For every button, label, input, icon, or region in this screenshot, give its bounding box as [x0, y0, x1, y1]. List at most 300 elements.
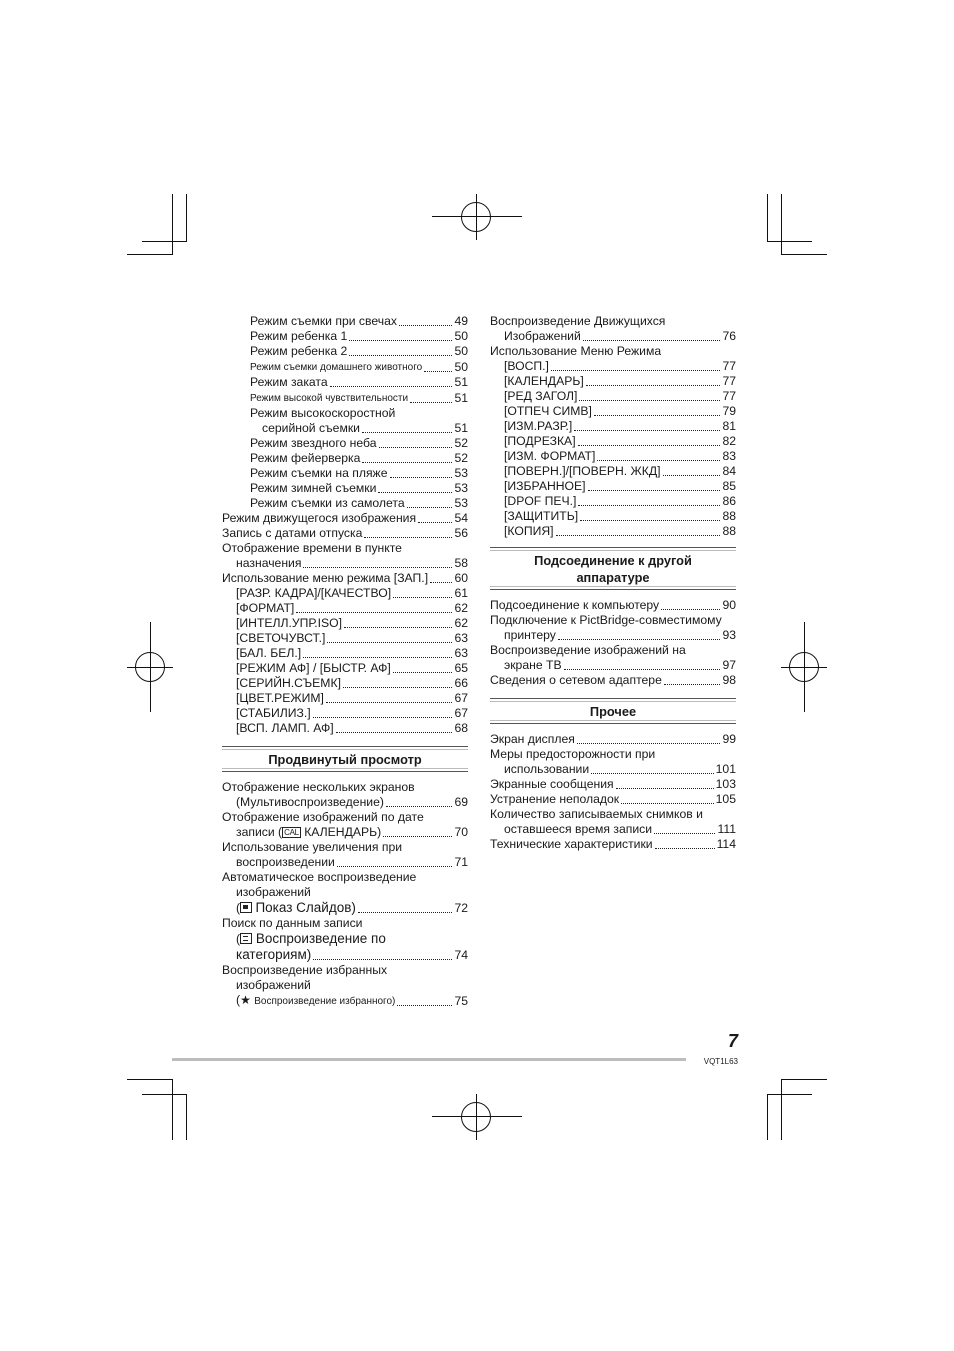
toc-entry — [222, 496, 468, 511]
toc-entry — [222, 706, 468, 721]
toc-entry-row — [490, 777, 736, 792]
toc-entry-title — [504, 329, 581, 344]
dot-leader — [586, 385, 721, 386]
dot-leader — [621, 803, 714, 804]
page-ref: 53 — [454, 466, 468, 480]
toc-entry-row — [490, 479, 736, 494]
dot-leader — [390, 477, 453, 478]
toc-entry-row — [222, 616, 468, 631]
toc-entry-row — [490, 419, 736, 434]
page-ref: 63 — [454, 631, 468, 645]
section-header-connection — [490, 547, 736, 590]
toc-list-right-mid — [490, 598, 736, 688]
toc-entry-title — [236, 556, 301, 571]
page-ref: 50 — [454, 344, 468, 358]
dot-leader — [556, 535, 721, 536]
page-ref: 67 — [454, 706, 468, 720]
toc-entry-title — [250, 481, 376, 496]
toc-entry-title — [504, 464, 661, 479]
page-ref: 62 — [454, 601, 468, 615]
toc-entry-row — [490, 359, 736, 374]
toc-entry — [490, 374, 736, 389]
page-ref: 60 — [454, 571, 468, 585]
toc-entry — [490, 404, 736, 419]
dot-leader — [349, 355, 452, 356]
toc-entry-title — [250, 359, 422, 375]
page-ref: 99 — [722, 732, 736, 746]
toc-entry — [490, 479, 736, 494]
document-code: VQT1L63 — [703, 1057, 738, 1066]
toc-entry — [222, 359, 468, 375]
dot-leader — [326, 702, 452, 703]
page-ref: 86 — [722, 494, 736, 508]
toc-entry-row — [490, 494, 736, 509]
toc-entry-row — [222, 375, 468, 390]
toc-entry-text: Режим съемки при свечах — [250, 314, 397, 328]
toc-entry-text: Устранение неполадок — [490, 792, 620, 806]
dot-leader — [418, 522, 452, 523]
toc-entry-title — [222, 526, 362, 541]
dot-leader — [661, 609, 720, 610]
toc-entry-prefix: ( — [236, 901, 241, 915]
toc-entry-title — [490, 673, 662, 688]
toc-entry-title — [250, 314, 397, 329]
toc-entry-title — [504, 762, 589, 777]
toc-entry-title — [250, 390, 408, 406]
toc-entry-title — [490, 732, 575, 747]
toc-entry — [490, 509, 736, 524]
toc-entry-label-text: Воспроизведение по — [252, 931, 386, 946]
toc-entry-row — [222, 721, 468, 736]
toc-entry — [222, 314, 468, 329]
toc-entry-label: Поиск по данным записи — [222, 916, 363, 930]
toc-entry-text: Экранные сообщения — [490, 777, 614, 791]
page-ref: 50 — [454, 360, 468, 374]
toc-list-right-post — [490, 732, 736, 852]
toc-entry-title — [236, 601, 294, 616]
toc-entry-text: Показ Слайдов) — [255, 900, 356, 915]
toc-entry — [222, 661, 468, 676]
dot-leader — [303, 567, 452, 568]
toc-entry-text: [КАЛЕНДАРЬ] — [504, 374, 584, 388]
dot-leader — [378, 492, 452, 493]
toc-entry-text: [РЕЖИМ АФ] / [БЫСТР. АФ] — [236, 661, 391, 675]
page-ref: 56 — [454, 526, 468, 540]
dot-leader — [397, 1005, 452, 1006]
toc-entry-row — [222, 855, 468, 870]
toc-entry — [490, 777, 736, 792]
toc-entry-title — [490, 792, 619, 807]
dot-leader — [616, 788, 714, 789]
dot-leader — [364, 537, 452, 538]
page-ref: 77 — [722, 389, 736, 403]
toc-entry-row — [222, 496, 468, 511]
toc-entry-text: [ОТПЕЧ СИМВ] — [504, 404, 592, 418]
toc-entry-label: Меры предосторожности при — [490, 747, 656, 761]
toc-entry-title — [504, 419, 572, 434]
page-ref: 62 — [454, 616, 468, 630]
page-ref: 77 — [722, 374, 736, 388]
toc-entry-title — [504, 494, 576, 509]
toc-entry-label: изображений — [236, 885, 311, 899]
toc-entry-row — [222, 390, 468, 406]
toc-entry-text: [ИЗМ. ФОРМАТ] — [504, 449, 596, 463]
toc-entry-label: Воспроизведение избранных — [222, 963, 388, 977]
page-ref: 114 — [716, 837, 736, 851]
toc-entry-text: [ПОВЕРН.]/[ПОВЕРН. ЖКД] — [504, 464, 661, 478]
toc-entry-text: [РЕД ЗАГОЛ] — [504, 389, 578, 403]
toc-entry-text: [СЕРИЙН.СЪЕМК] — [236, 676, 341, 690]
toc-entry — [490, 419, 736, 434]
toc-entry-row — [222, 451, 468, 466]
toc-entry — [222, 780, 468, 810]
section-title-line: Подсоединение к другой — [534, 553, 692, 568]
page-ref: 71 — [454, 855, 468, 869]
page-ref: 67 — [454, 691, 468, 705]
page-ref: 72 — [454, 901, 468, 915]
page-ref: 82 — [722, 434, 736, 448]
page-ref: 52 — [454, 451, 468, 465]
toc-entry-text: [ВОСП.] — [504, 359, 549, 373]
page-ref: 76 — [722, 329, 736, 343]
toc-entry-text: Использование меню режима [ЗАП.] — [222, 571, 429, 585]
toc-entry — [490, 643, 736, 673]
toc-entry — [490, 598, 736, 613]
dot-leader — [664, 684, 721, 685]
calendar-icon: CAL — [284, 828, 299, 837]
toc-entry-text: серийной съемки — [262, 421, 360, 435]
toc-entry-text: Режим звездного неба — [250, 436, 377, 450]
toc-entry-label: Режим высокоскоростной — [250, 406, 396, 420]
page-ref: 61 — [454, 586, 468, 600]
toc-entry-row — [490, 628, 736, 643]
toc-entry-row — [222, 691, 468, 706]
toc-entry-text: [ЦВЕТ.РЕЖИМ] — [236, 691, 324, 705]
page-ref: 93 — [722, 628, 736, 642]
toc-entry-title — [236, 993, 395, 1009]
toc-entry-title — [250, 375, 328, 390]
page-ref: 98 — [722, 673, 736, 687]
toc-entry-row — [490, 374, 736, 389]
toc-entry — [490, 314, 736, 344]
toc-entry — [222, 840, 468, 870]
page-ref: 84 — [722, 464, 736, 478]
toc-entry-title — [236, 631, 325, 646]
toc-entry-title — [504, 822, 652, 837]
toc-entry-text: Сведения о сетевом адаптере — [490, 673, 662, 687]
toc-entry-row — [222, 556, 468, 571]
toc-entry — [222, 691, 468, 706]
toc-entry-title — [236, 691, 324, 706]
page-ref: 81 — [722, 419, 736, 433]
toc-entry-row — [490, 598, 736, 613]
dot-leader — [349, 340, 452, 341]
toc-entry-title — [236, 721, 334, 736]
star-icon: ★ — [240, 993, 251, 1007]
dot-leader — [383, 836, 452, 837]
toc-entry-label: Отображение нескольких экранов — [222, 780, 415, 794]
dot-leader — [399, 325, 452, 326]
toc-right-column — [490, 314, 736, 852]
toc-entry-text: [ПОДРЕЗКА] — [504, 434, 576, 448]
toc-entry-text: Режим заката — [250, 375, 328, 389]
toc-entry-text: Технические характеристики — [490, 837, 653, 851]
toc-entry — [222, 963, 468, 1009]
page-ref: 51 — [454, 391, 468, 405]
page-ref: 74 — [454, 948, 468, 962]
page-number: 7 — [727, 1031, 738, 1051]
toc-entry — [490, 359, 736, 374]
toc-entry-title — [504, 524, 554, 539]
toc-entry-text: Режим съемки домашнего животного — [250, 362, 423, 373]
toc-entry-row — [490, 404, 736, 419]
toc-entry-title — [222, 511, 416, 526]
toc-entry-title — [250, 344, 347, 359]
toc-entry — [490, 732, 736, 747]
toc-entry — [222, 676, 468, 691]
toc-entry-title — [250, 329, 347, 344]
toc-entry-label: Использование Меню Режима — [490, 344, 662, 358]
toc-entry-text: [СВЕТОЧУВСТ.] — [236, 631, 326, 645]
toc-entry — [490, 792, 736, 807]
dot-leader — [654, 833, 715, 834]
dot-leader — [330, 386, 453, 387]
toc-entry-text: Запись с датами отпуска — [222, 526, 363, 540]
toc-entry-title — [504, 509, 578, 524]
toc-entry-row — [490, 673, 736, 688]
page-ref: 101 — [715, 762, 736, 776]
toc-entry-title — [236, 616, 342, 631]
page-ref: 58 — [454, 556, 468, 570]
dot-leader — [362, 462, 452, 463]
toc-entry-text: оставшееся время записи — [504, 822, 653, 836]
toc-entry-row — [222, 421, 468, 436]
page-ref: 53 — [454, 481, 468, 495]
toc-entry-row — [222, 795, 468, 810]
dot-leader — [386, 806, 452, 807]
toc-entry-row — [490, 389, 736, 404]
toc-entry — [490, 837, 736, 852]
toc-entry-row — [222, 900, 468, 916]
dot-leader — [424, 371, 452, 372]
toc-entry-text: КАЛЕНДАРЬ) — [304, 825, 382, 839]
toc-entry-row — [490, 792, 736, 807]
toc-entry-title — [262, 421, 360, 436]
toc-entry-title — [504, 479, 586, 494]
toc-entry — [490, 344, 736, 359]
toc-entry-text: [ЗАЩИТИТЬ] — [504, 509, 579, 523]
toc-entry-title — [504, 658, 562, 673]
toc-entry-row — [222, 344, 468, 359]
dot-leader — [410, 402, 452, 403]
toc-entry-text: Режим съемки из самолета — [250, 496, 405, 510]
toc-entry-label: изображений — [236, 978, 311, 992]
dot-leader — [336, 732, 453, 733]
dot-leader — [564, 669, 721, 670]
toc-entry — [490, 524, 736, 539]
toc-entry-text: Подсоединение к компьютеру — [490, 598, 660, 612]
dot-leader — [551, 370, 721, 371]
toc-entry-row — [490, 449, 736, 464]
toc-entry — [222, 916, 468, 963]
toc-left-column — [222, 314, 468, 1009]
dot-leader — [430, 582, 452, 583]
dot-leader — [663, 475, 721, 476]
toc-entry-row — [490, 524, 736, 539]
toc-entry-prefix: ( — [236, 993, 241, 1007]
toc-entry — [222, 329, 468, 344]
dot-leader — [655, 848, 715, 849]
toc-entry — [222, 571, 468, 586]
toc-entry-title — [490, 837, 653, 852]
toc-entry-label: Использование увеличения при — [222, 840, 403, 854]
toc-entry — [222, 721, 468, 736]
toc-entry-text: Режим фейерверка — [250, 451, 361, 465]
toc-entry-title — [490, 777, 614, 792]
toc-entry-title — [236, 646, 301, 661]
dot-leader — [296, 612, 452, 613]
footer-rule — [172, 1058, 686, 1061]
toc-entry — [490, 807, 736, 837]
toc-entry-text: [БАЛ. БЕЛ.] — [236, 646, 302, 660]
toc-entry-row — [222, 511, 468, 526]
toc-list-right-pre — [490, 314, 736, 539]
page-ref: 75 — [454, 994, 468, 1008]
toc-entry — [222, 375, 468, 390]
toc-entry-row — [490, 762, 736, 777]
page-ref: 49 — [454, 314, 468, 328]
page-ref: 51 — [454, 375, 468, 389]
toc-entry-row — [222, 526, 468, 541]
page-ref: 65 — [454, 661, 468, 675]
dot-leader — [343, 687, 452, 688]
page-ref: 70 — [454, 825, 468, 839]
dot-leader — [407, 507, 453, 508]
toc-entry-text: Изображений — [504, 329, 581, 343]
toc-entry-label: Отображение изображений по дате — [222, 810, 424, 824]
dot-leader — [594, 415, 721, 416]
toc-entry-text: [ИЗБРАННОЕ] — [504, 479, 586, 493]
toc-entry-text: [ИЗМ.РАЗР.] — [504, 419, 573, 433]
dot-leader — [358, 912, 453, 913]
dot-leader — [393, 672, 453, 673]
toc-entry-row — [222, 661, 468, 676]
dot-leader — [579, 400, 720, 401]
toc-entry-text: [РАЗР. КАДРА]/[КАЧЕСТВО] — [236, 586, 392, 600]
toc-entry-row — [490, 434, 736, 449]
toc-entry-text: Режим съемки на пляже — [250, 466, 388, 480]
toc-entry-label: Отображение времени в пункте — [222, 541, 402, 555]
toc-entry-label: Подключение к PictBridge-совместимому — [490, 613, 722, 627]
toc-entry-text: [СТАБИЛИЗ.] — [236, 706, 311, 720]
section-header-advanced-playback — [222, 746, 468, 772]
dot-leader — [577, 743, 721, 744]
page-ref: 51 — [454, 421, 468, 435]
toc-entry — [490, 434, 736, 449]
toc-entry — [222, 390, 468, 406]
toc-entry-label: Количество записываемых снимков и — [490, 807, 703, 821]
toc-entry-text: категориям) — [236, 947, 312, 962]
toc-entry-label: Воспроизведение Движущихся — [490, 314, 666, 328]
page-ref: 79 — [722, 404, 736, 418]
dot-leader — [591, 773, 713, 774]
toc-entry-row — [222, 314, 468, 329]
toc-entry-row — [490, 837, 736, 852]
page-ref: 83 — [722, 449, 736, 463]
toc-entry-title — [250, 496, 405, 511]
toc-entry — [222, 541, 468, 571]
toc-entry-title — [236, 947, 311, 963]
toc-entry — [222, 344, 468, 359]
toc-entry-title — [504, 434, 576, 449]
toc-entry — [222, 436, 468, 451]
dot-leader — [578, 505, 720, 506]
dot-leader — [313, 959, 452, 960]
toc-entry-row — [490, 732, 736, 747]
toc-entry-text: использовании — [504, 762, 590, 776]
page-ref: 77 — [722, 359, 736, 373]
section-title-line: аппаратуре — [576, 570, 650, 585]
toc-entry-title — [504, 449, 595, 464]
toc-entry-row — [222, 481, 468, 496]
toc-entry-row — [222, 601, 468, 616]
toc-entry — [222, 406, 468, 436]
dot-leader — [327, 642, 452, 643]
toc-entry-row — [490, 329, 736, 344]
toc-entry — [490, 613, 736, 643]
page-ref: 90 — [722, 598, 736, 612]
toc-entry — [490, 747, 736, 777]
toc-entry-text: [ФОРМАТ] — [236, 601, 295, 615]
toc-entry-title — [236, 676, 341, 691]
toc-entry-prefix: записи ( — [236, 825, 283, 839]
dot-leader — [393, 597, 452, 598]
toc-entry-text: Режим зимней съемки — [250, 481, 377, 495]
toc-list-left-pre — [222, 314, 468, 736]
dot-leader — [303, 657, 452, 658]
toc-entry-label: ( Воспроизведение по — [236, 931, 386, 946]
dot-leader — [588, 490, 721, 491]
toc-entry — [490, 389, 736, 404]
toc-entry — [222, 810, 468, 840]
toc-entry-row — [222, 825, 468, 840]
page-ref: 85 — [722, 479, 736, 493]
toc-entry-title — [236, 795, 384, 810]
toc-entry-row — [222, 359, 468, 375]
toc-entry — [490, 449, 736, 464]
toc-entry-text: [ВСП. ЛАМП. АФ] — [236, 721, 334, 735]
toc-entry-label: Автоматическое воспроизведение — [222, 870, 417, 884]
page-ref: 54 — [454, 511, 468, 525]
toc-entry-text: [КОПИЯ] — [504, 524, 554, 538]
toc-entry-title — [504, 389, 577, 404]
toc-entry-title — [236, 855, 335, 870]
toc-entry-title — [236, 661, 391, 676]
toc-entry — [222, 870, 468, 916]
page-ref: 63 — [454, 646, 468, 660]
toc-entry-row — [222, 706, 468, 721]
toc-entry-text: [ИНТЕЛЛ.УПР.ISO] — [236, 616, 342, 630]
page-ref: 52 — [454, 436, 468, 450]
toc-entry — [222, 511, 468, 526]
toc-entry-text: Воспроизведение избранного) — [254, 996, 396, 1007]
toc-entry — [222, 586, 468, 601]
toc-entry-row — [222, 436, 468, 451]
toc-entry-title — [222, 571, 428, 586]
toc-entry — [222, 526, 468, 541]
dot-leader — [313, 717, 453, 718]
toc-entry-row — [222, 993, 468, 1009]
